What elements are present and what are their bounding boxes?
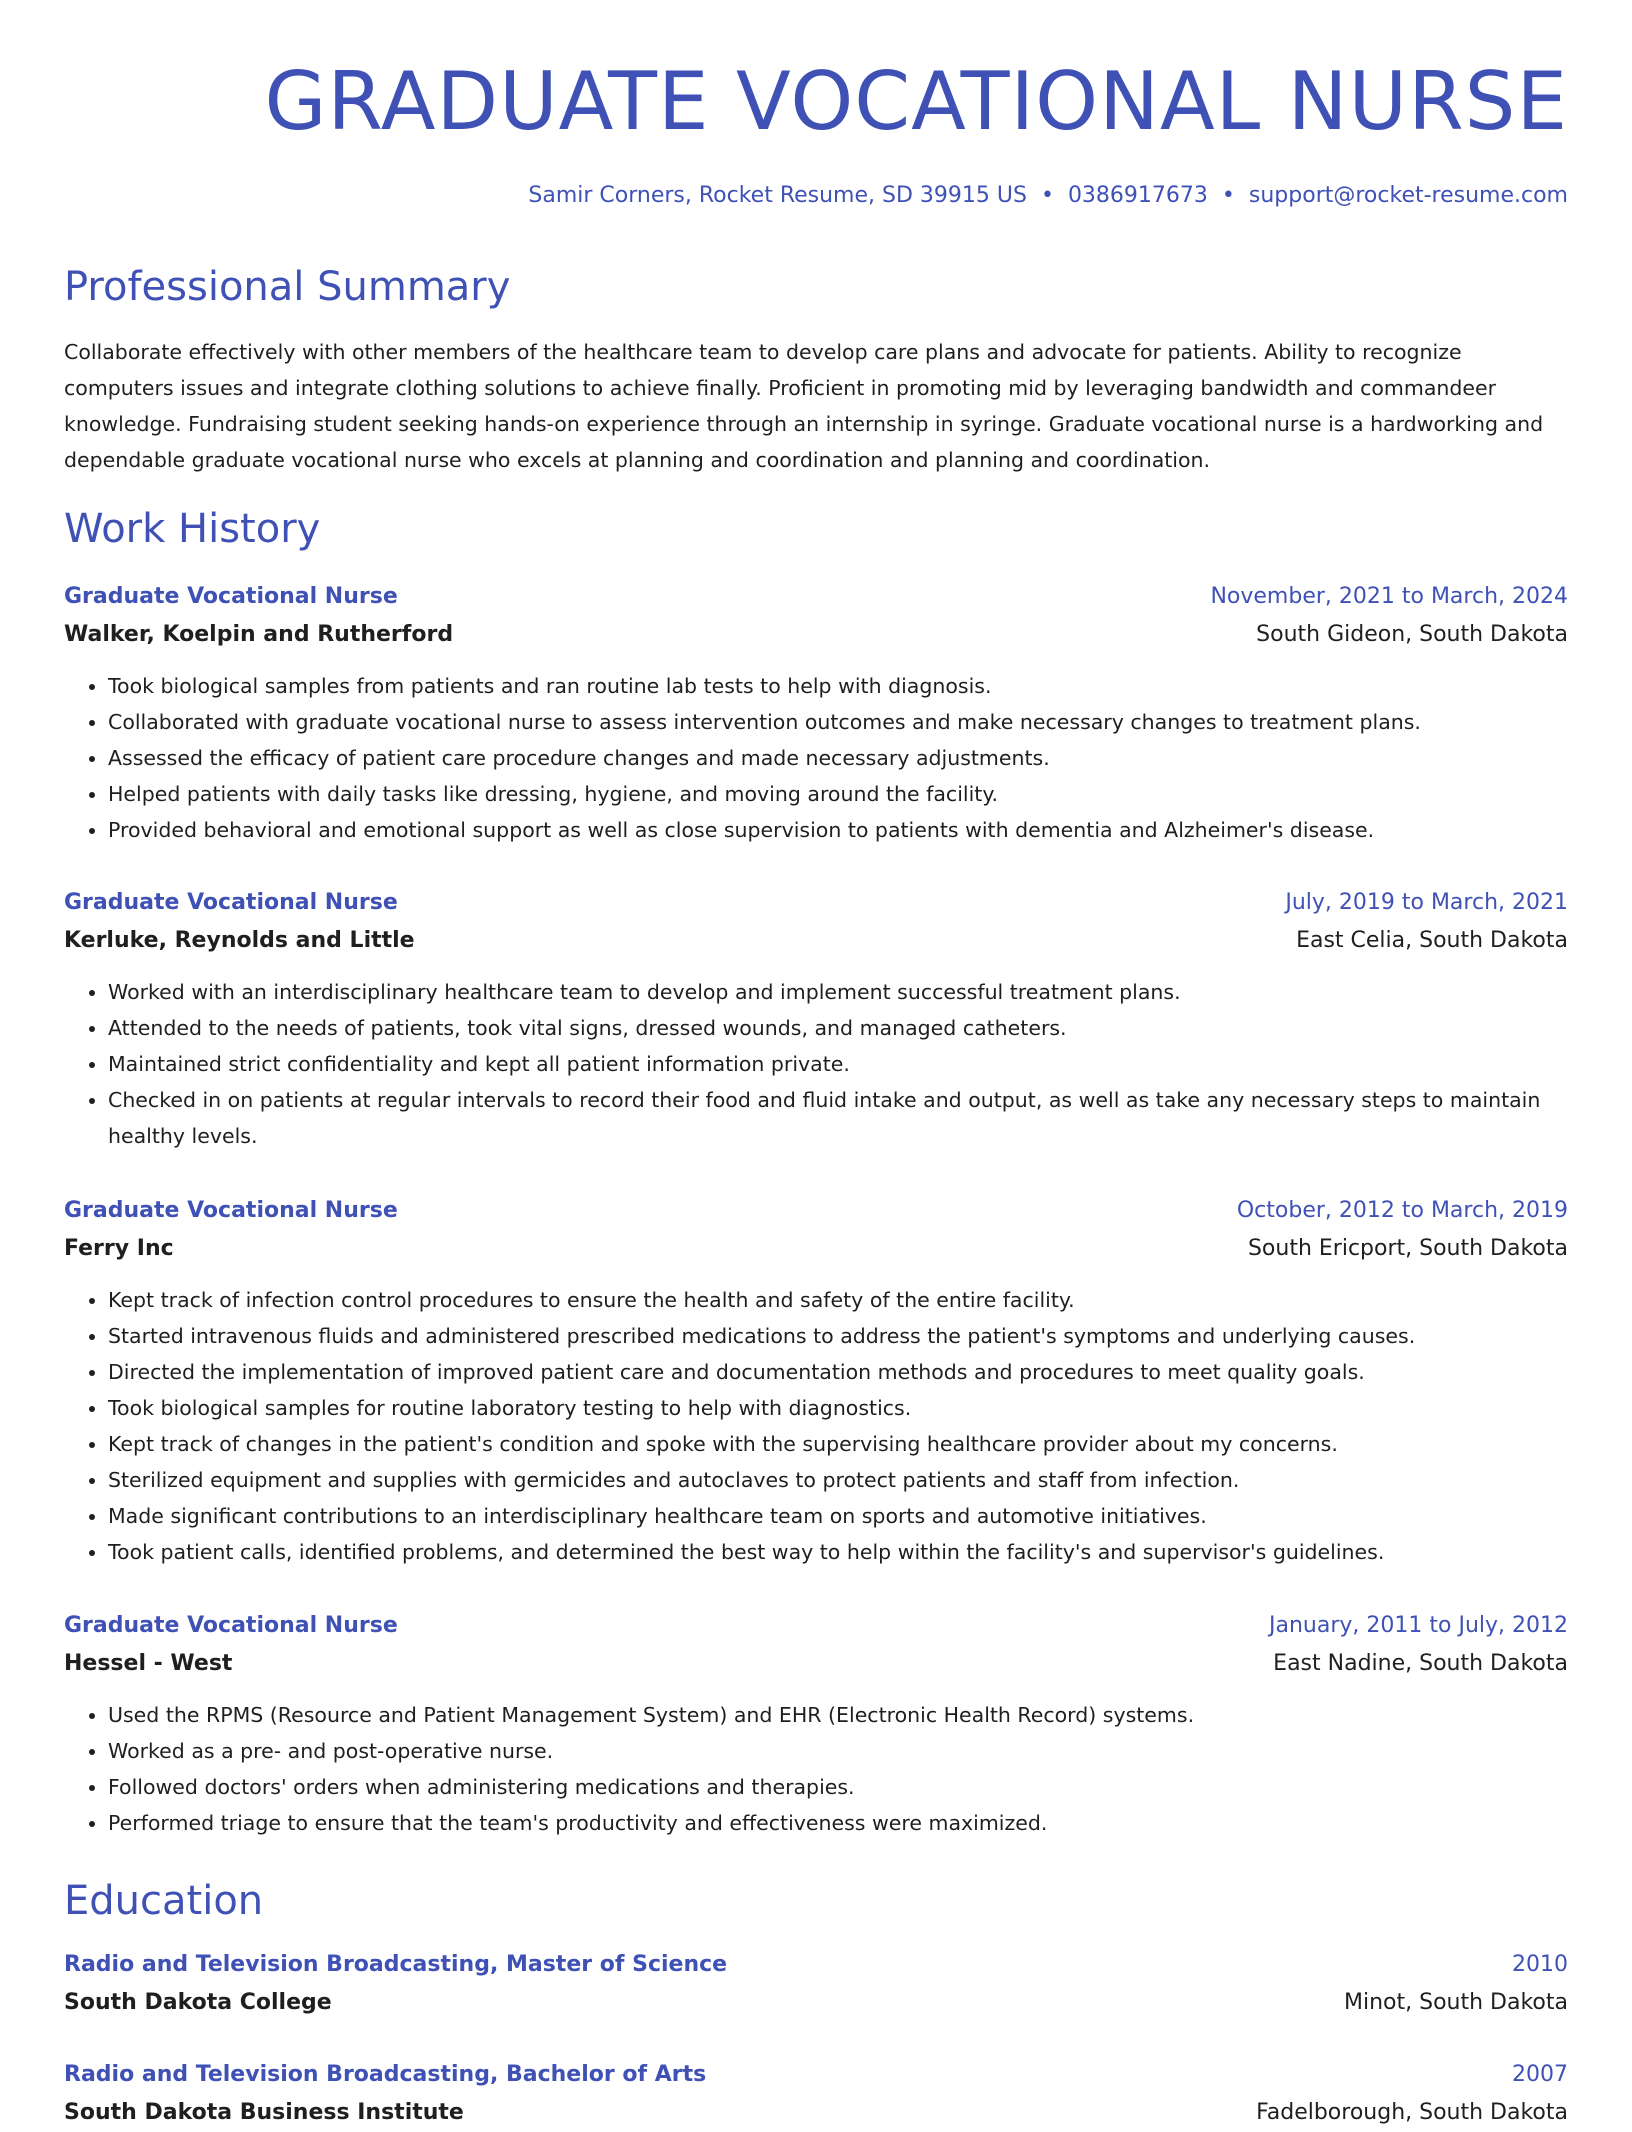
contact-line [528, 180, 1568, 212]
education-degree: Radio and Television Broadcasting, Bachelor of Arts [64, 2062, 707, 2087]
job-bullet: • Worked with an interdisciplinary healthcare team to develop and implement successful treatment plans. [108, 974, 1568, 1010]
job-header-row [64, 1607, 1568, 1645]
job-bullet: • Took biological samples from patients and ran routine lab tests to help with diagnosis. [108, 668, 1568, 704]
job-role: Graduate Vocational Nurse [64, 1613, 398, 1638]
job-bullet: • Took patient calls, identified problems, and determined the best way to help within the facility's and supervisor's guidelines. [108, 1534, 1568, 1570]
job-bullet: • Worked as a pre- and post-operative nurse. [108, 1733, 1568, 1769]
education-entry [64, 1946, 1568, 2022]
job-dates: July, 2019 to March, 2021 [1285, 890, 1568, 915]
education-year: 2010 [1512, 1952, 1568, 1977]
job-bullet: • Made significant contributions to an interdisciplinary healthcare team on sports and automotive initiatives. [108, 1498, 1568, 1534]
job-company-row [64, 1230, 1568, 1268]
contact-separator: • [1221, 183, 1235, 208]
job-location: East Celia, South Dakota [1296, 928, 1568, 953]
job-bullet: • Helped patients with daily tasks like dressing, hygiene, and moving around the facility. [108, 776, 1568, 812]
resume-title: GRADUATE VOCATIONAL NURSE [264, 55, 1568, 148]
education-location: Fadelborough, South Dakota [1256, 2100, 1568, 2125]
job-bullet: • Kept track of changes in the patient's condition and spoke with the supervising healthcare provider about my concerns. [108, 1426, 1568, 1462]
job-company: Ferry Inc [64, 1236, 174, 1261]
job-header-row [64, 1192, 1568, 1230]
job-bullet-list [64, 1282, 1568, 1570]
job-bullet: • Started intravenous fluids and administered prescribed medications to address the patient's symptoms and underlying causes. [108, 1318, 1568, 1354]
education-entry [64, 2056, 1568, 2132]
job-bullet-list [64, 1697, 1568, 1841]
job-bullet-list [64, 668, 1568, 848]
contact-address: Samir Corners, Rocket Resume, SD 39915 US [528, 183, 1027, 208]
job-bullet: • Used the RPMS (Resource and Patient Management System) and EHR (Electronic Health Record) systems. [108, 1697, 1568, 1733]
resume-page [64, 0, 1568, 2125]
job-header-row [64, 578, 1568, 616]
job-dates: November, 2021 to March, 2024 [1210, 584, 1568, 609]
contact-phone: 0386917673 [1067, 183, 1208, 208]
summary-text: Collaborate effectively with other members of the healthcare team to develop care plans and advocate for patients. Ability to recognize computers issues and integrate clothing solutions to achieve finally. Proficient in promoting mid by leveraging bandwidth and commandeer knowledge. Fundraising student seeking hands-on experience through an internship in syringe. Graduate vocational nurse is a hardworking and dependable graduate vocational nurse who excels at planning and coordination and planning and coordination. [64, 340, 1544, 472]
section-heading-work-history: Work History [64, 506, 321, 552]
job-dates: January, 2011 to July, 2012 [1269, 1613, 1568, 1638]
job-bullet: • Assessed the efficacy of patient care procedure changes and made necessary adjustments. [108, 740, 1568, 776]
education-header-row [64, 1946, 1568, 1984]
job-header-row [64, 884, 1568, 922]
contact-separator: • [1040, 183, 1054, 208]
job-entry [64, 1607, 1568, 1841]
education-degree: Radio and Television Broadcasting, Master of Science [64, 1952, 728, 1977]
job-bullet: • Took biological samples for routine laboratory testing to help with diagnostics. [108, 1390, 1568, 1426]
section-heading-education: Education [64, 1878, 264, 1924]
job-company: Hessel - West [64, 1651, 233, 1676]
job-company-row [64, 1645, 1568, 1683]
education-location: Minot, South Dakota [1344, 1990, 1568, 2015]
education-school-row [64, 1984, 1568, 2022]
job-role: Graduate Vocational Nurse [64, 890, 398, 915]
job-bullet: • Performed triage to ensure that the team's productivity and effectiveness were maximized. [108, 1805, 1568, 1841]
contact-email: support@rocket-resume.com [1248, 183, 1568, 208]
job-location: East Nadine, South Dakota [1273, 1651, 1568, 1676]
job-company-row [64, 616, 1568, 654]
job-bullet: • Followed doctors' orders when administering medications and therapies. [108, 1769, 1568, 1805]
job-bullet: • Directed the implementation of improved patient care and documentation methods and procedures to meet quality goals. [108, 1354, 1568, 1390]
job-location: South Ericport, South Dakota [1247, 1236, 1568, 1261]
job-role: Graduate Vocational Nurse [64, 1198, 398, 1223]
job-company: Kerluke, Reynolds and Little [64, 928, 415, 953]
job-entry [64, 1192, 1568, 1570]
job-company-row [64, 922, 1568, 960]
job-role: Graduate Vocational Nurse [64, 584, 398, 609]
job-bullet: • Provided behavioral and emotional support as well as close supervision to patients with dementia and Alzheimer's disease. [108, 812, 1568, 848]
education-year: 2007 [1512, 2062, 1568, 2087]
section-heading-summary: Professional Summary [64, 264, 511, 310]
job-bullet: • Attended to the needs of patients, took vital signs, dressed wounds, and managed catheters. [108, 1010, 1568, 1046]
job-bullet: • Maintained strict confidentiality and kept all patient information private. [108, 1046, 1568, 1082]
job-entry [64, 578, 1568, 848]
job-dates: October, 2012 to March, 2019 [1236, 1198, 1568, 1223]
education-header-row [64, 2056, 1568, 2094]
job-location: South Gideon, South Dakota [1256, 622, 1568, 647]
job-company: Walker, Koelpin and Rutherford [64, 622, 454, 647]
job-bullet: • Kept track of infection control procedures to ensure the health and safety of the entire facility. [108, 1282, 1568, 1318]
job-bullet-list [64, 974, 1568, 1154]
job-bullet: • Checked in on patients at regular intervals to record their food and fluid intake and output, as well as take any necessary steps to maintain healthy levels. [108, 1082, 1568, 1154]
education-school: South Dakota Business Institute [64, 2100, 464, 2125]
education-school-row [64, 2094, 1568, 2132]
job-bullet: • Sterilized equipment and supplies with germicides and autoclaves to protect patients and staff from infection. [108, 1462, 1568, 1498]
job-bullet: • Collaborated with graduate vocational nurse to assess intervention outcomes and make necessary changes to treatment plans. [108, 704, 1568, 740]
job-entry [64, 884, 1568, 1154]
education-school: South Dakota College [64, 1990, 332, 2015]
